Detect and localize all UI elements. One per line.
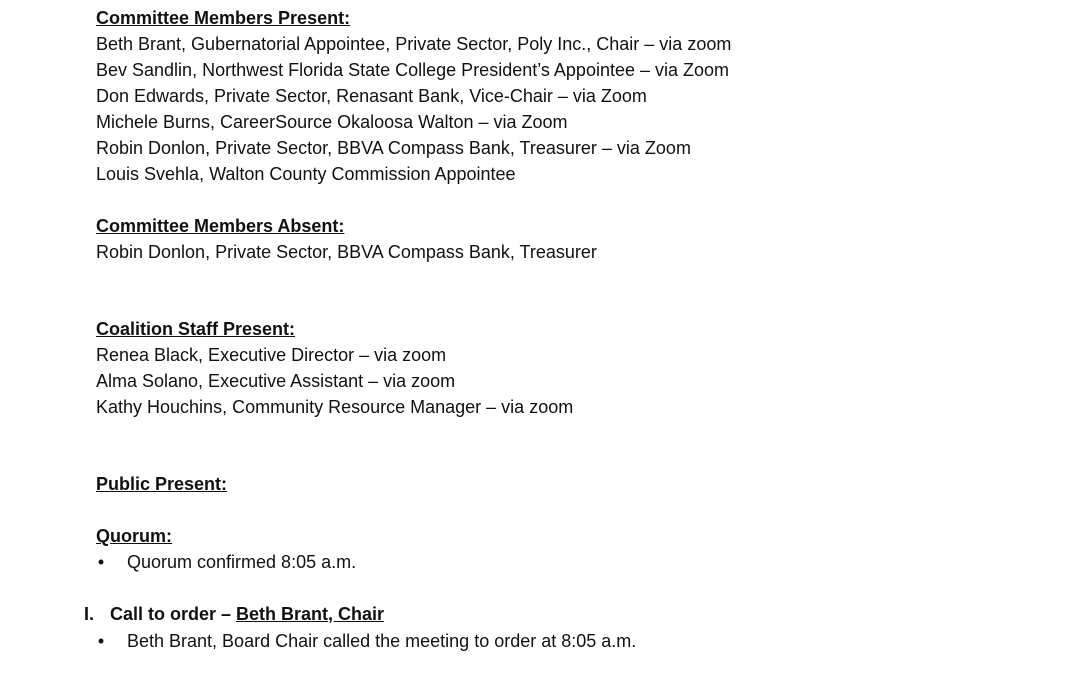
call-to-order-chair: Beth Brant, Chair (236, 604, 385, 624)
members-present-heading: Committee Members Present: (96, 8, 351, 28)
staff-present-line: Kathy Houchins, Community Resource Manager – via zoom (96, 397, 574, 417)
member-present-line: Beth Brant, Gubernatorial Appointee, Private Sector, Poly Inc., Chair – via zoom (96, 34, 732, 54)
bullet-icon: • (97, 552, 105, 572)
quorum-heading: Quorum: (96, 526, 172, 546)
members-present-section (96, 5, 731, 187)
member-present-line: Michele Burns, CareerSource Okaloosa Walton – via Zoom (96, 112, 568, 132)
member-present-line: Louis Svehla, Walton County Commission Appointee (96, 164, 516, 184)
member-absent-line: Robin Donlon, Private Sector, BBVA Compass Bank, Treasurer (96, 242, 597, 262)
member-present-line: Bev Sandlin, Northwest Florida State College President’s Appointee – via Zoom (96, 60, 730, 80)
staff-present-heading: Coalition Staff Present: (96, 319, 296, 339)
quorum-bullet-text: Quorum confirmed 8:05 a.m. (127, 552, 357, 572)
member-present-line: Don Edwards, Private Sector, Renasant Bank, Vice-Chair – via Zoom (96, 86, 647, 106)
call-to-order-title (84, 601, 384, 627)
call-to-order-prefix: Call to order – (110, 604, 237, 624)
members-absent-heading: Committee Members Absent: (96, 216, 345, 236)
member-present-line: Robin Donlon, Private Sector, BBVA Compass Bank, Treasurer – via Zoom (96, 138, 691, 158)
bullet-icon: • (97, 631, 105, 651)
public-present-heading: Public Present: (96, 474, 228, 494)
members-absent-section (96, 213, 597, 265)
staff-present-section (96, 316, 573, 420)
section-numeral: I. (84, 604, 95, 624)
staff-present-line: Renea Black, Executive Director – via zoom (96, 345, 447, 365)
public-present-section (96, 471, 227, 497)
quorum-section (96, 523, 172, 549)
call-to-order-bullet-text: Beth Brant, Board Chair called the meeting to order at 8:05 a.m. (127, 631, 637, 651)
staff-present-line: Alma Solano, Executive Assistant – via zoom (96, 371, 456, 391)
